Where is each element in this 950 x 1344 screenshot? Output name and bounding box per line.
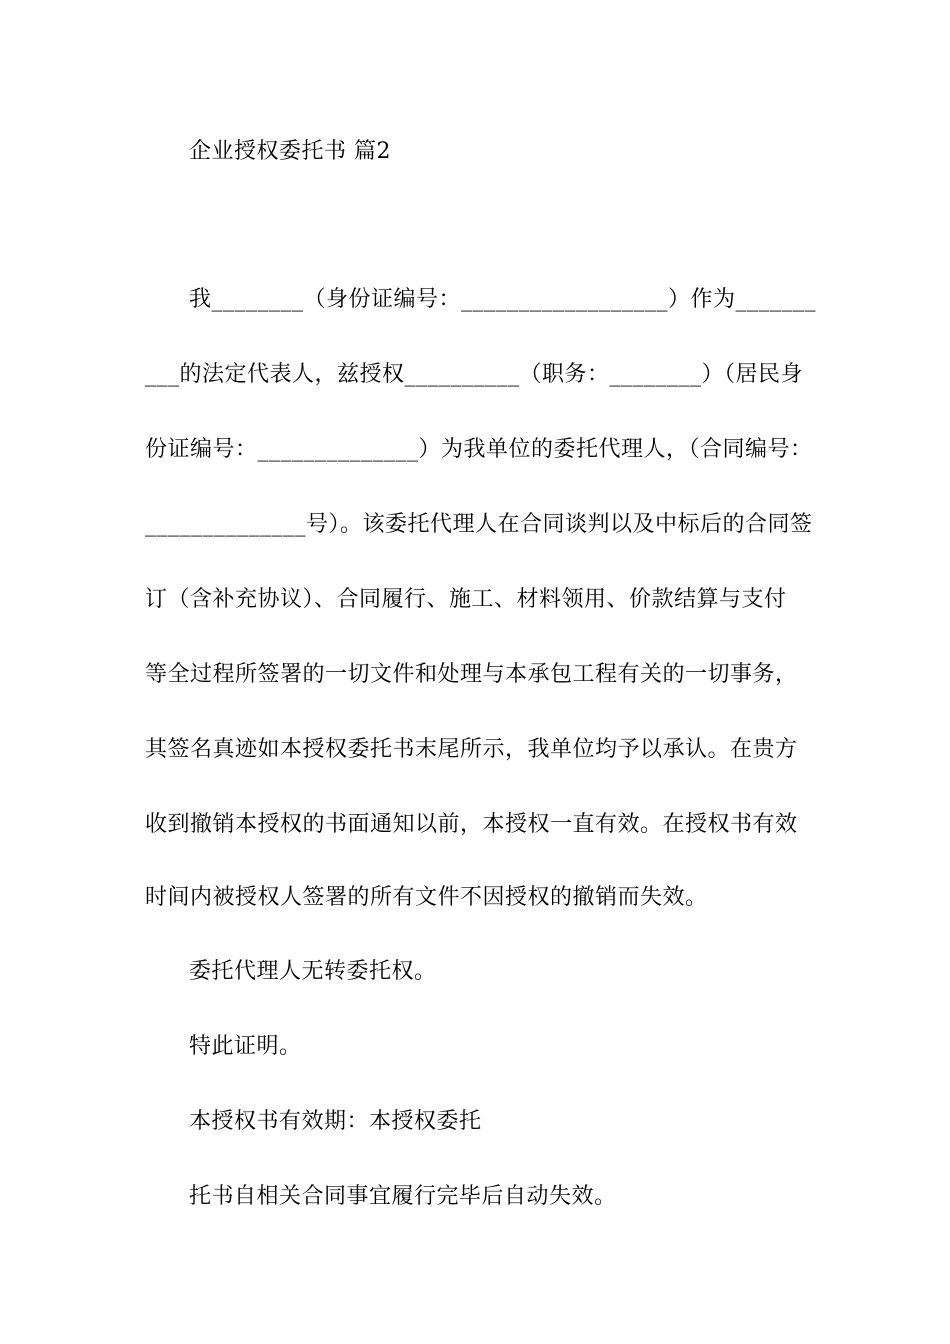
paragraph-certification: 特此证明。 [189,1034,302,1059]
paragraph-no-subdelegation: 委托代理人无转委托权。 [189,959,437,984]
paragraph-expiry: 托书自相关合同事宜履行完毕后自动失效。 [189,1184,617,1209]
body-line: 时间内被授权人签署的所有文件不因授权的撤销而失效。 [145,885,708,910]
body-line: 份证编号：______________）为我单位的委托代理人，（合同编号： [145,437,813,462]
paragraph-validity-period: 本授权书有效期：本授权委托 [189,1109,482,1134]
body-line: 等全过程所签署的一切文件和处理与本承包工程有关的一切事务， [145,662,798,687]
body-line: ___的法定代表人，兹授权__________（职务：________）（居民身 [145,362,804,387]
body-line: 订（含补充协议）、合同履行、施工、材料领用、价款结算与支付 [145,587,787,612]
body-line: ______________号）。该委托代理人在合同谈判以及中标后的合同签 [145,512,813,537]
document-title: 企业授权委托书 篇2 [189,139,391,164]
body-line: 我________（身份证编号：__________________）作为_______ [189,287,817,312]
body-line: 收到撤销本授权的书面通知以前，本授权一直有效。在授权书有效 [145,812,798,837]
body-line: 其签名真迹如本授权委托书末尾所示，我单位均予以承认。在贵方 [145,737,798,762]
